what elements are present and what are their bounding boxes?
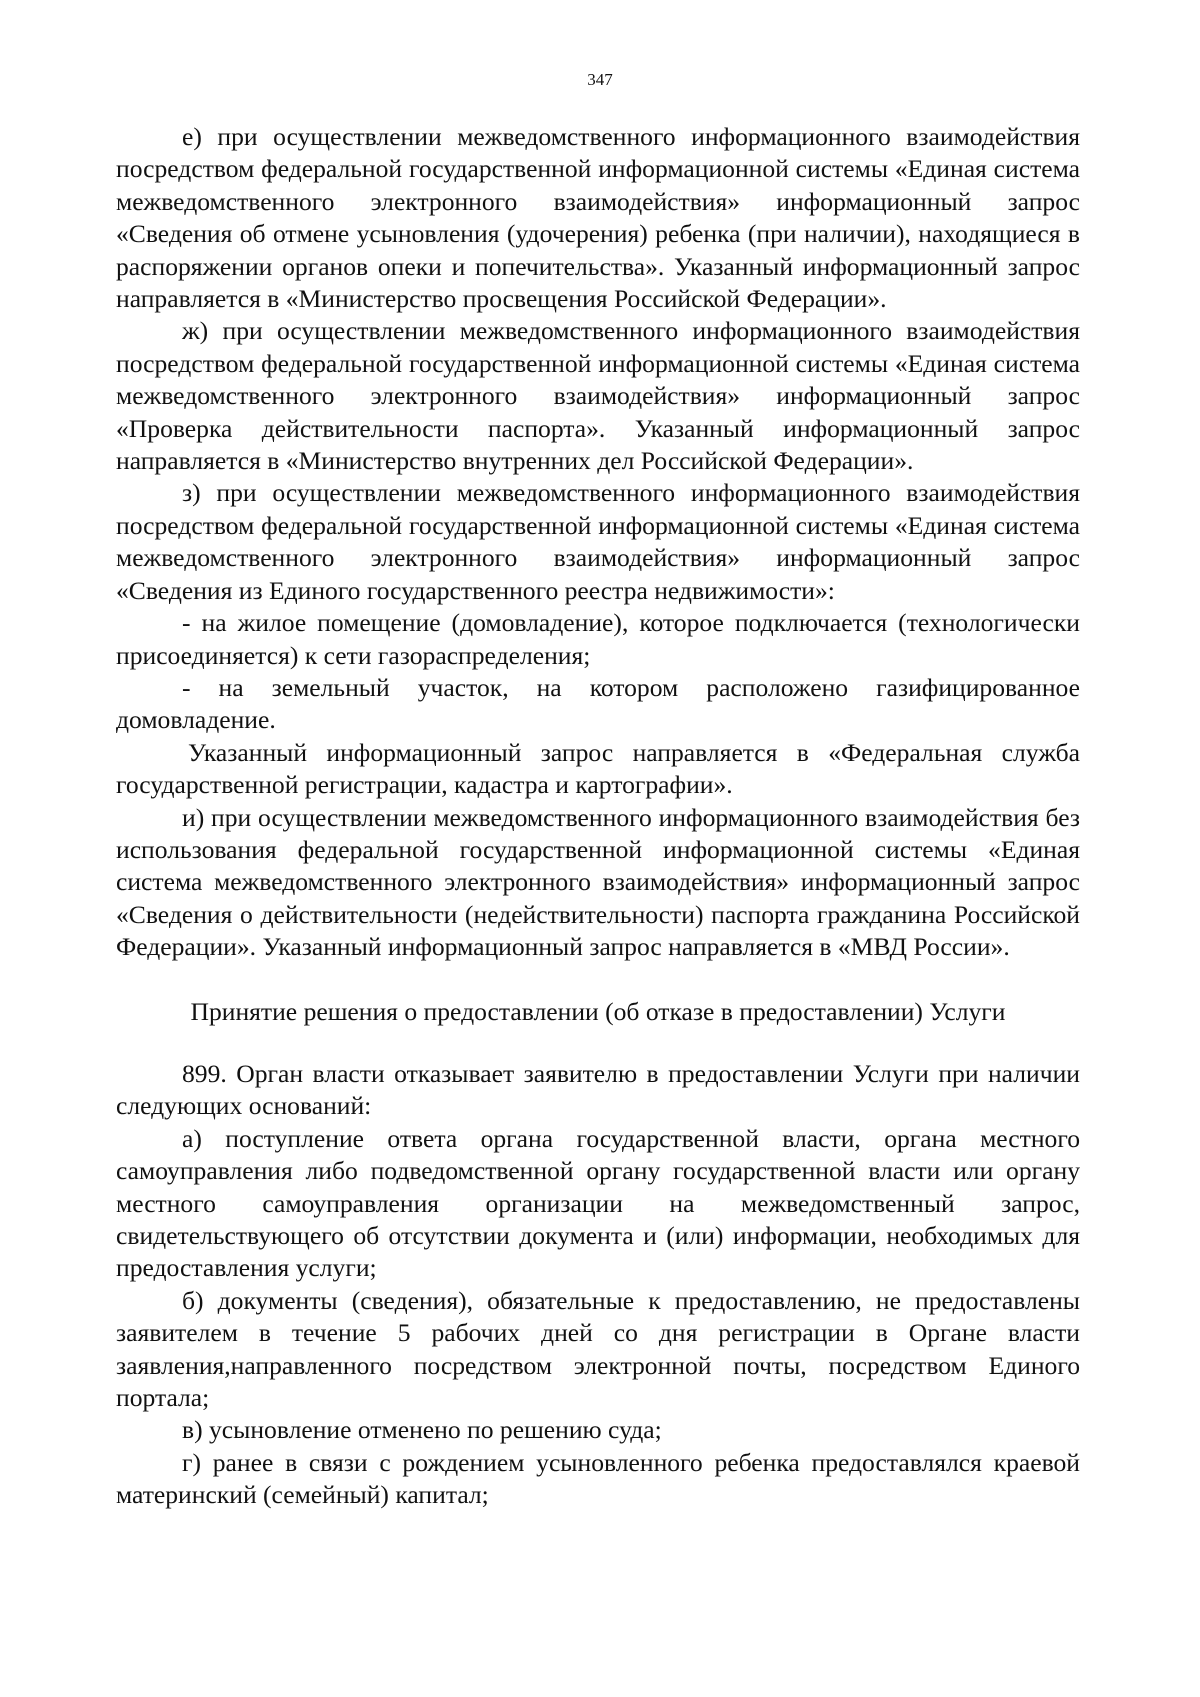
paragraph-v: в) усыновление отменено по решению суда;: [182, 1415, 662, 1445]
document-body: [116, 121, 1080, 1512]
section-heading: Принятие решения о предоставлении (об отказе в предоставлении) Услуги: [190, 996, 1006, 1026]
paragraph-z: з) при осуществлении межведомственного информационного взаимодействия посредством федеральной государственной информационной системы «Единая система межведомственного электронного взаимодействия» информационный запрос «Сведения из Единого государственного реестра недвижимости»:: [116, 478, 1080, 605]
paragraph-i: и) при осуществлении межведомственного информационного взаимодействия без использования федеральной государственной информационной системы «Единая система межведомственного электронного взаимодействия» информационный запрос «Сведения о действительности (недействительности) паспорта гражданина Российской Федерации». Указанный информационный запрос направляется в «МВД России».: [116, 802, 1080, 962]
paragraph-rosreestr-request: Указанный информационный запрос направляется в «Федеральная служба государственной регистрации, кадастра и картографии».: [116, 737, 1080, 800]
paragraph-g: г) ранее в связи с рождением усыновленного ребенка предоставлялся краевой материнский (семейный) капитал;: [116, 1447, 1080, 1510]
paragraph-b: б) документы (сведения), обязательные к предоставлению, не предоставлены заявителем в течение 5 рабочих дней со дня регистрации в Органе власти заявления,направленного посредством электронной почты, посредством Единого портала;: [116, 1285, 1080, 1413]
dash-item-land-plot: - на земельный участок, на котором расположено газифицированное домовладение.: [116, 672, 1080, 735]
paragraph-a: а) поступление ответа органа государственной власти, органа местного самоуправления либо подведомственной органу государственной власти или органу местного самоуправления организации на межведомственный запрос, свидетельствующего об отсутствии документа и (или) информации, необходимых для предоставления услуги;: [116, 1123, 1080, 1283]
paragraph-zh: ж) при осуществлении межведомственного информационного взаимодействия посредством федеральной государственной информационной системы «Единая система межведомственного электронного взаимодействия» информационный запрос «Проверка действительности паспорта». Указанный информационный запрос направляется в «Министерство внутренних дел Российской Федерации».: [116, 316, 1080, 476]
dash-item-dwelling: - на жилое помещение (домовладение), которое подключается (технологически присоединяется) к сети газораспределения;: [116, 608, 1080, 670]
paragraph-e: е) при осуществлении межведомственного информационного взаимодействия посредством федеральной государственной информационной системы «Единая система межведомственного электронного взаимодействия» информационный запрос «Сведения об отмене усыновления (удочерения) ребенка (при наличии), находящиеся в распоряжении органов опеки и попечительства». Указанный информационный запрос направляется в «Министерство просвещения Российской Федерации».: [116, 122, 1080, 314]
page-number: 347: [587, 70, 613, 89]
paragraph-899: 899. Орган власти отказывает заявителю в предоставлении Услуги при наличии следующих оснований:: [116, 1058, 1080, 1121]
